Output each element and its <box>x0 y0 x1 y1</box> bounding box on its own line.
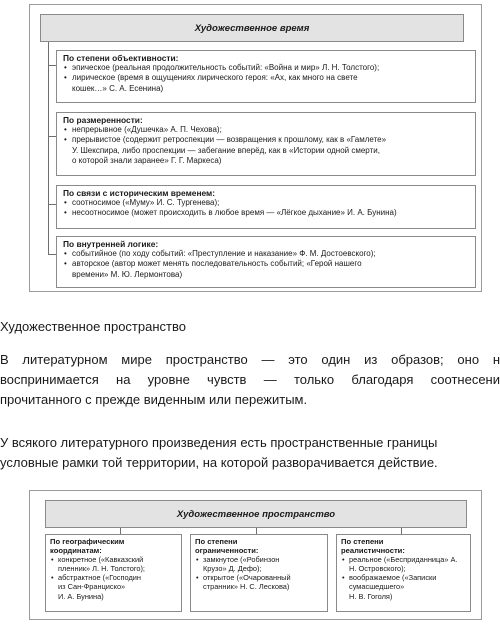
list-item: • лирическое (время в ощущениях лирического героя: «Ах, как много на свете кошек…» С. А. Есенина) <box>63 73 469 93</box>
list-item: • реальное («Бесприданница» А. Н. Островского); <box>341 555 466 573</box>
time-group-historical <box>56 185 476 229</box>
time-group-objectivity <box>56 50 476 103</box>
time-connector <box>48 136 56 137</box>
list-item: • замкнутое («Робинзон Крузо» Д. Дефо); <box>195 555 323 573</box>
list-item: • несоотносимое (может происходить в любое время — «Лёгкое дыхание» И. А. Бунина) <box>63 208 469 218</box>
list-item: • воображаемое («Записки сумасшедшего» Н. В. Гоголя) <box>341 573 466 600</box>
time-connector <box>48 204 56 205</box>
time-connector <box>48 65 56 66</box>
time-connector <box>48 254 56 255</box>
space-col-limitation <box>190 534 328 612</box>
list-item: • соотносимое («Муму» И. С. Тургенева); <box>63 198 469 208</box>
group-title: По связи с историческим временем: <box>63 188 216 198</box>
paragraph-space-image: В литературном мире пространство — это один из образов; оно н воспринимается на уровне чувств — только благодаря соотнесени прочитанного с прежде виденным или пережитым. <box>0 352 500 407</box>
space-diagram-title: Художественное пространство <box>45 500 467 528</box>
column-title: По степени ограниченности: <box>195 537 259 556</box>
section-heading: Художественное пространство <box>0 319 186 334</box>
time-group-regularity <box>56 112 476 176</box>
list-item: • непрерывное («Душечка» А. П. Чехова); <box>63 125 469 135</box>
space-col-geographic <box>45 534 182 612</box>
time-diagram-title: Художественное время <box>40 14 464 42</box>
column-title: По географическим координатам: <box>50 537 125 556</box>
list-item: • авторское (автор может менять последовательность событий; «Герой нашего времени» М. Ю. Лермонтова) <box>63 259 469 279</box>
list-item: • открытое («Очарованный странник» Н. С. Лескова) <box>195 573 323 591</box>
space-col-realism <box>336 534 471 612</box>
group-title: По степени объективности: <box>63 53 179 63</box>
list-item: • конкретное («Кавказский пленник» Л. Н. Толстого); <box>50 555 177 573</box>
group-title: По внутренней логике: <box>63 239 159 249</box>
list-item: • прерывистое (содержит ретроспекции — возвращения к прошлому, как в «Гамлете» У. Шекспира, либо проспекции — забегание вперёд, как в «Истории одной смерти, о которой знали заранее» Г. Г. Маркеса) <box>63 135 469 166</box>
list-item: • событийное (по ходу событий: «Преступление и наказание» Ф. М. Достоевского); <box>63 249 469 259</box>
group-title: По размеренности: <box>63 115 143 125</box>
list-item: • абстрактное («Господин из Сан-Франциско» И. А. Бунина) <box>50 573 177 600</box>
list-item: • эпическое (реальная продолжительность событий: «Война и мир» Л. Н. Толстого); <box>63 63 469 73</box>
column-title: По степени реалистичности: <box>341 537 405 556</box>
paragraph-space-borders: У всякого литературного произведения есть пространственные границы условные рамки той территории, на которой разворачивается действие. <box>0 435 438 470</box>
time-diagram-spine <box>48 42 49 254</box>
time-group-logic <box>56 236 476 288</box>
